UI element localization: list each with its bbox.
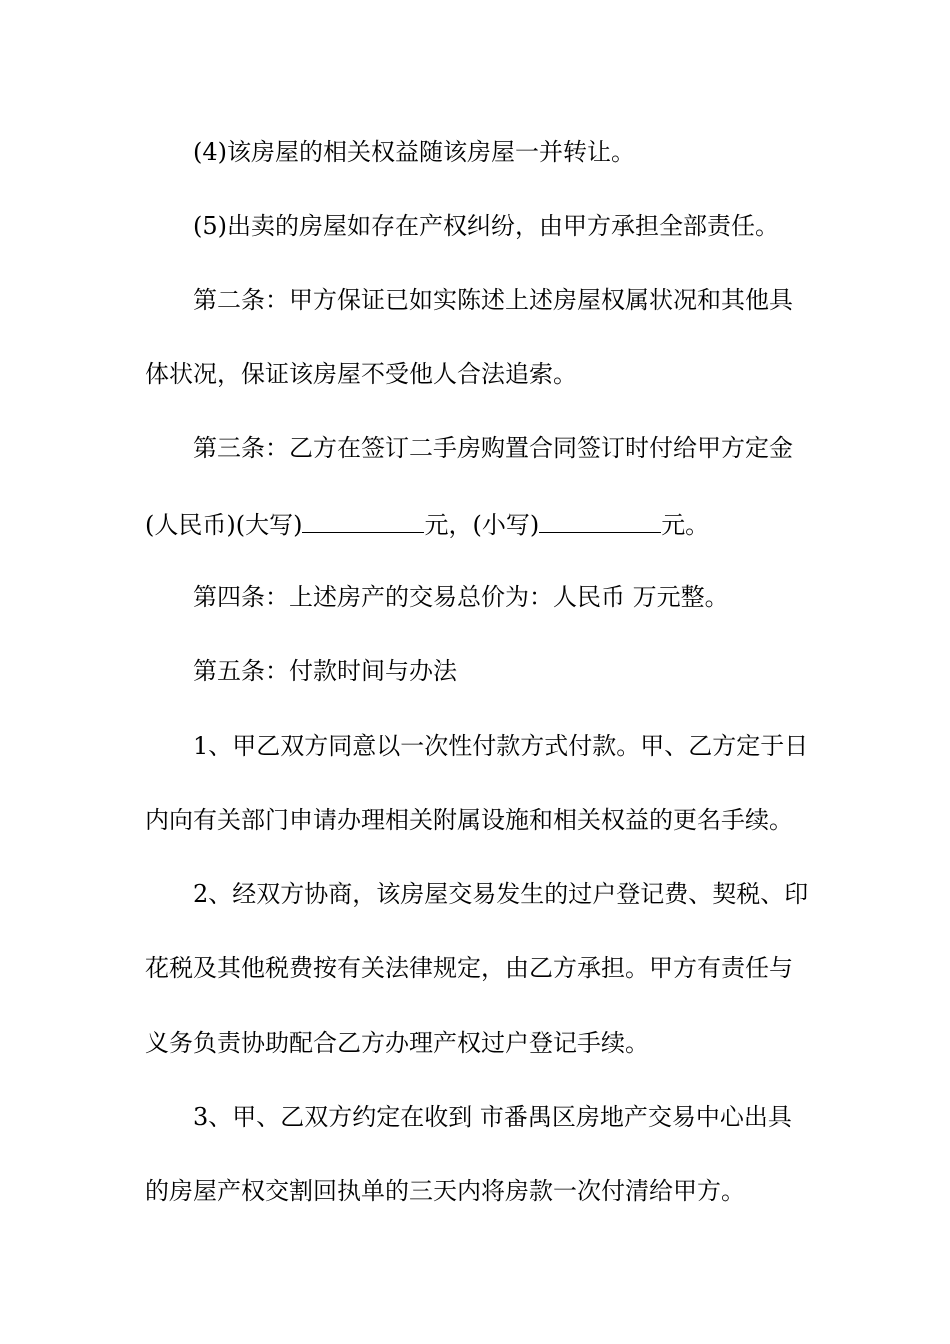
clause-5-item-2-line-1: 2、经双方协商，该房屋交易发生的过户登记费、契税、印 bbox=[193, 880, 809, 908]
clause-5-item-1-line-1: 1、甲乙双方同意以一次性付款方式付款。甲、乙方定于日 bbox=[193, 732, 809, 760]
deposit-uppercase-blank bbox=[302, 508, 424, 533]
clause-3-line-1: 第三条：乙方在签订二手房购置合同签订时付给甲方定金 bbox=[193, 434, 793, 462]
deposit-suffix: 元。 bbox=[661, 511, 710, 539]
clause-3-deposit-line bbox=[145, 508, 815, 540]
clause-5-item-2-line-2: 花税及其他税费按有关法律规定，由乙方承担。甲方有责任与 bbox=[145, 954, 793, 982]
clause-5-heading: 第五条：付款时间与办法 bbox=[193, 657, 457, 685]
clause-5-item-1-line-2: 内向有关部门申请办理相关附属设施和相关权益的更名手续。 bbox=[145, 806, 793, 834]
clause-5-item-3-line-2: 的房屋产权交割回执单的三天内将房款一次付清给甲方。 bbox=[145, 1177, 745, 1205]
clause-1-item-4: (4)该房屋的相关权益随该房屋一并转让。 bbox=[193, 138, 635, 166]
clause-1-item-5: (5)出卖的房屋如存在产权纠纷，由甲方承担全部责任。 bbox=[193, 212, 779, 240]
clause-2-line-2: 体状况，保证该房屋不受他人合法追索。 bbox=[145, 360, 577, 388]
deposit-lowercase-blank bbox=[539, 508, 661, 533]
deposit-middle: 元，(小写) bbox=[424, 511, 540, 539]
clause-5-item-2-line-3: 义务负责协助配合乙方办理产权过户登记手续。 bbox=[145, 1029, 649, 1057]
clause-2-line-1: 第二条：甲方保证已如实陈述上述房屋权属状况和其他具 bbox=[193, 286, 793, 314]
clause-5-item-3-line-1: 3、甲、乙双方约定在收到 市番禺区房地产交易中心出具 bbox=[193, 1103, 792, 1131]
clause-4: 第四条：上述房产的交易总价为：人民币 万元整。 bbox=[193, 583, 729, 611]
deposit-prefix: (人民币)(大写) bbox=[145, 511, 303, 539]
